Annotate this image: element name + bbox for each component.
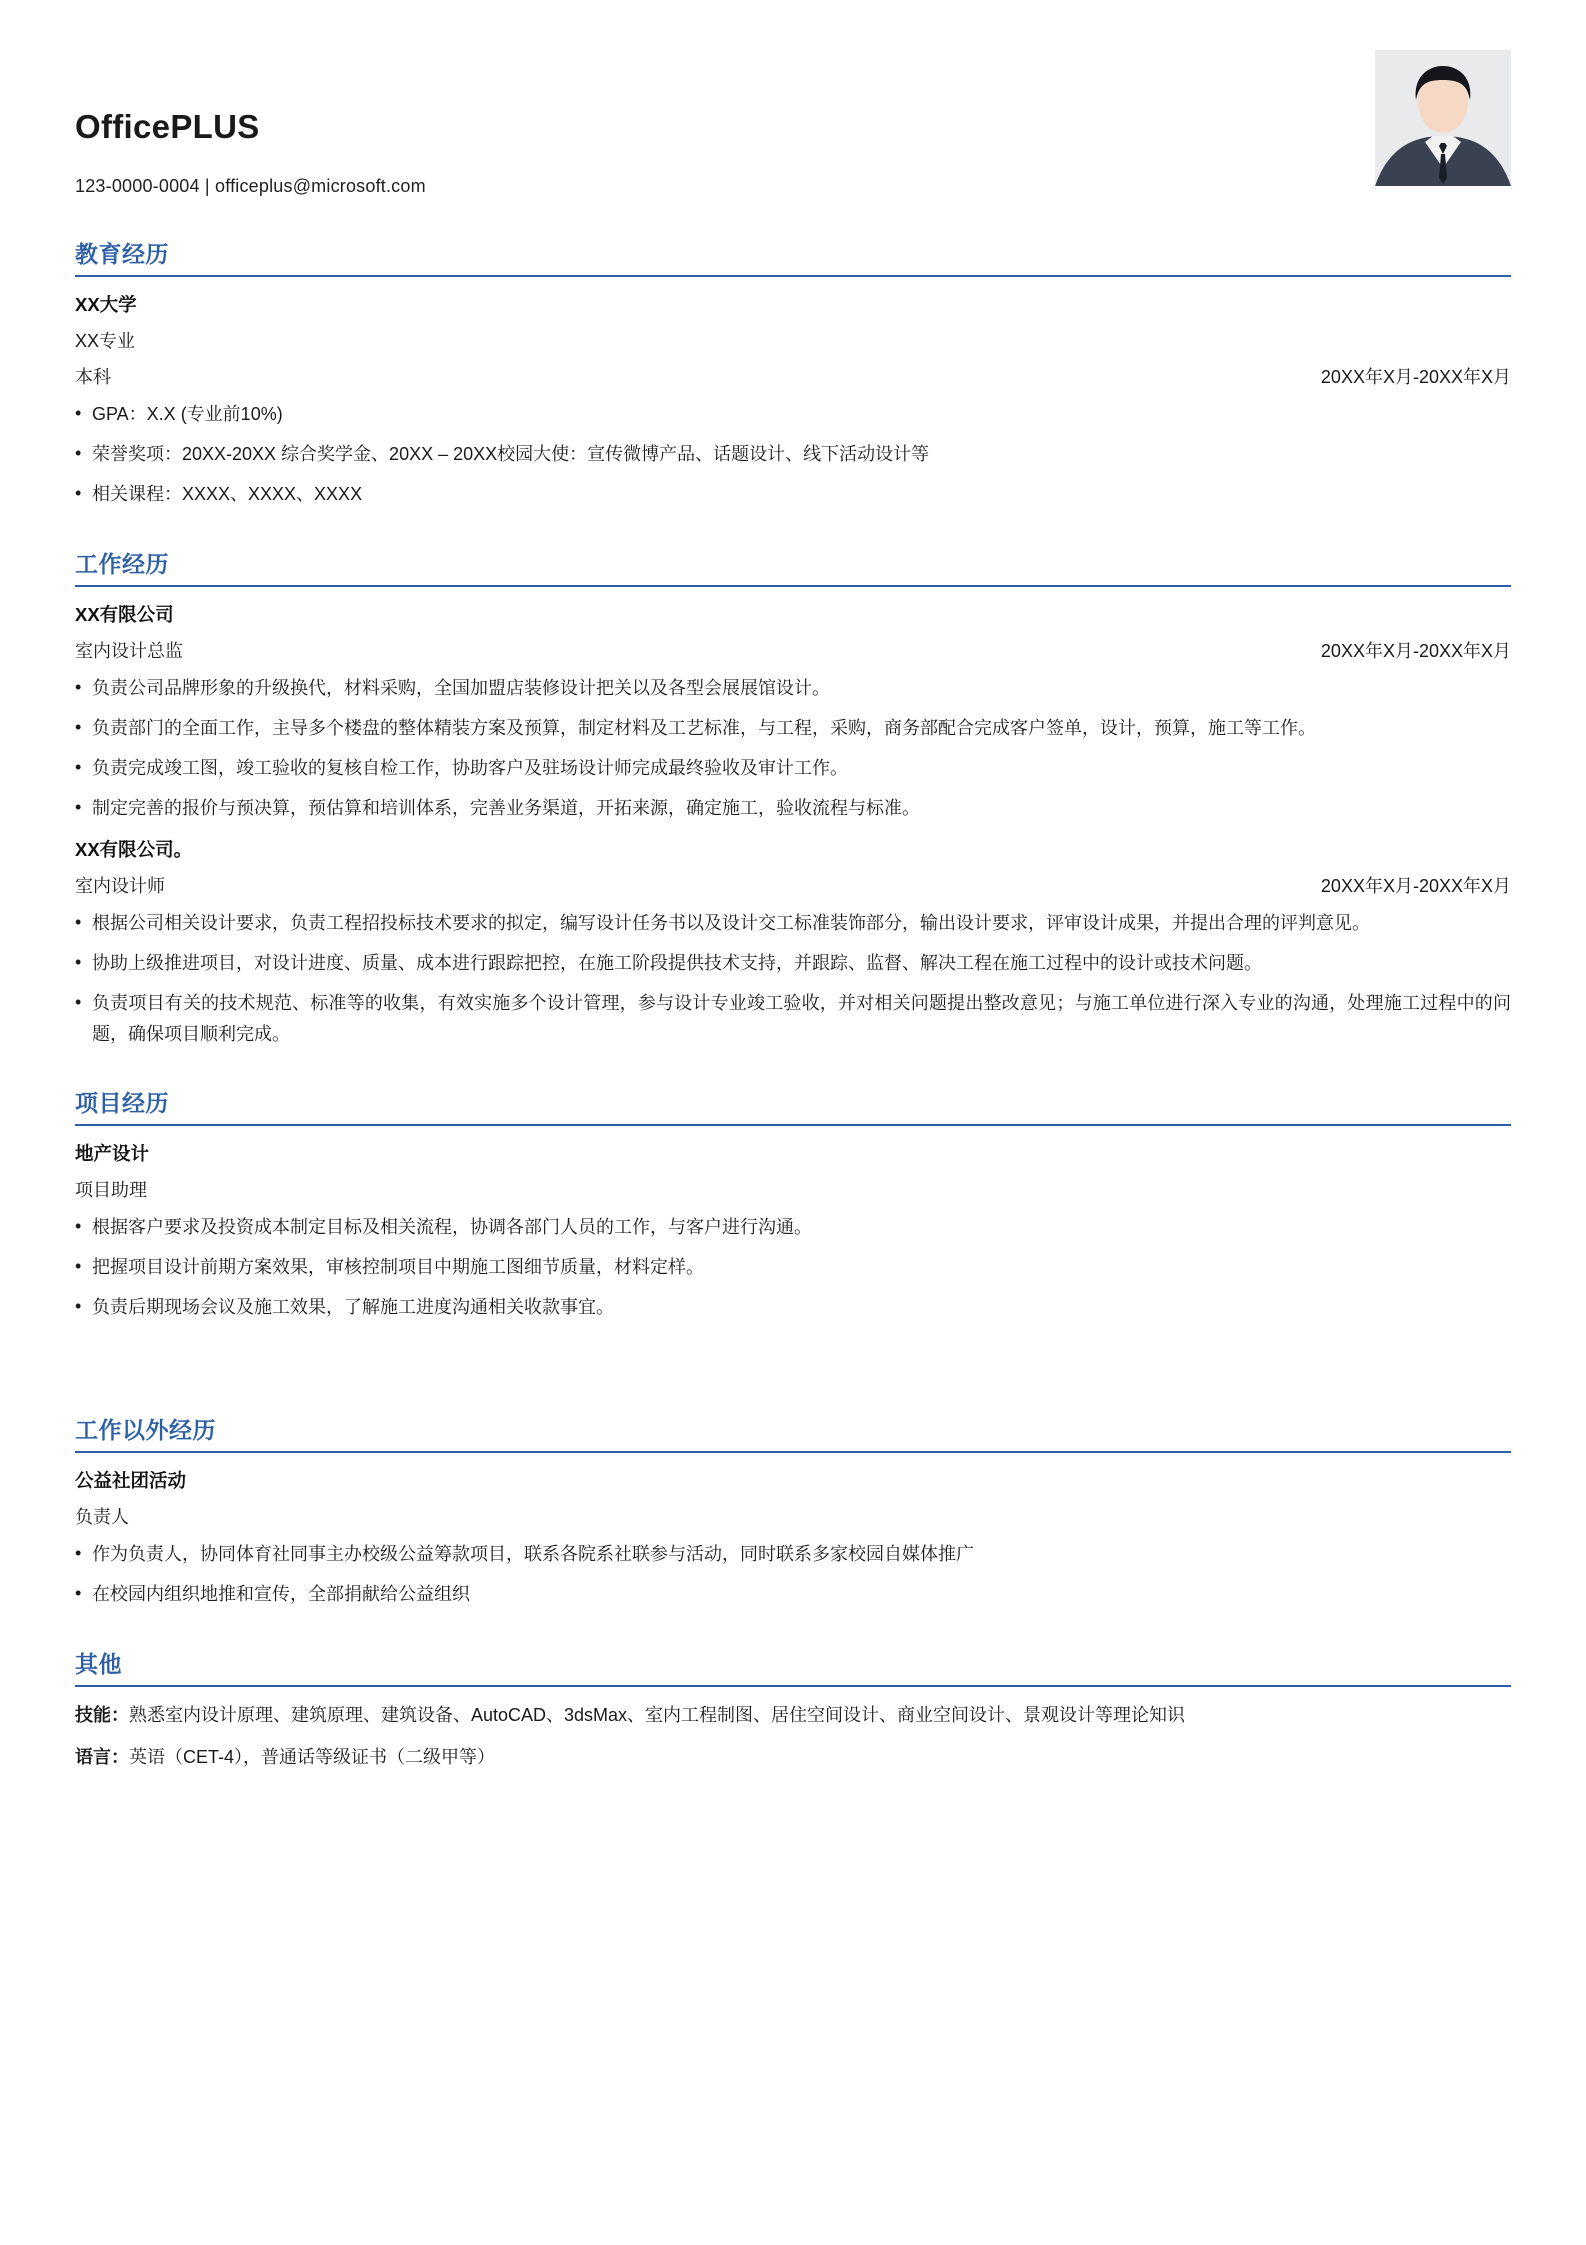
education-bullets bbox=[75, 399, 1511, 510]
work-position: 室内设计总监 bbox=[75, 640, 183, 661]
list-item: • 相关课程：XXXX、XXXX、XXXX bbox=[75, 479, 1511, 510]
list-item: • 协助上级推进项目，对设计进度、质量、成本进行跟踪把控，在施工阶段提供技术支持，并跟踪、监督、解决工程在施工过程中的设计或技术问题。 bbox=[75, 948, 1511, 979]
project-bullets bbox=[75, 1212, 1511, 1323]
work-company: XX有限公司 bbox=[75, 603, 174, 625]
divider bbox=[75, 585, 1511, 587]
divider bbox=[75, 1685, 1511, 1687]
list-item: • 负责后期现场会议及施工效果，了解施工进度沟通相关收款事宜。 bbox=[75, 1292, 1511, 1323]
work-date: 20XX年X月-20XX年X月 bbox=[1320, 640, 1511, 661]
list-item: • 在校园内组织地推和宣传，全部捐献给公益组织 bbox=[75, 1579, 1511, 1610]
resume-header bbox=[75, 0, 1511, 200]
spacer bbox=[75, 1332, 1511, 1376]
language-value: 英语（CET-4），普通话等级证书（二级甲等） bbox=[129, 1747, 496, 1768]
project-name: 地产设计 bbox=[75, 1143, 150, 1165]
project-role: 项目助理 bbox=[75, 1180, 147, 1201]
list-item: • 负责项目有关的技术规范、标准等的收集，有效实施多个设计管理，参与设计专业竣工验收，并对相关问题提出整改意见；与施工单位进行深入专业的沟通，处理施工过程中的问题，确保项目顺利完成。 bbox=[75, 988, 1511, 1050]
section-other bbox=[75, 1646, 1511, 1772]
divider bbox=[75, 1451, 1511, 1453]
list-item: • 荣誉奖项：20XX-20XX 综合奖学金、20XX – 20XX校园大使：宣传微博产品、话题设计、线下活动设计等 bbox=[75, 439, 1511, 470]
section-extracurricular bbox=[75, 1412, 1511, 1610]
list-item: • 制定完善的报价与预决算，预估算和培训体系，完善业务渠道，开拓来源，确定施工，验收流程与标准。 bbox=[75, 793, 1511, 824]
language-label: 语言： bbox=[75, 1747, 129, 1768]
section-title-other: 其他 bbox=[75, 1651, 122, 1678]
extracurricular-bullets bbox=[75, 1539, 1511, 1610]
extracurricular-role: 负责人 bbox=[75, 1507, 129, 1528]
work-position-row bbox=[75, 637, 1511, 663]
page-title: OfficePLUS bbox=[75, 108, 260, 145]
work-position-row bbox=[75, 872, 1511, 898]
section-title-work: 工作经历 bbox=[75, 550, 169, 577]
section-title-extracurricular: 工作以外经历 bbox=[75, 1417, 216, 1444]
list-item: • 作为负责人，协同体育社同事主办校级公益筹款项目，联系各院系社联参与活动，同时联系多家校园自媒体推广 bbox=[75, 1539, 1511, 1570]
skills-value: 熟悉室内设计原理、建筑原理、建筑设备、AutoCAD、3dsMax、室内工程制图、居住空间设计、商业空间设计、景观设计等理论知识 bbox=[129, 1705, 1186, 1726]
work-date: 20XX年X月-20XX年X月 bbox=[1320, 875, 1511, 896]
education-date: 20XX年X月-20XX年X月 bbox=[1320, 367, 1511, 387]
section-education bbox=[75, 236, 1511, 510]
section-work bbox=[75, 546, 1511, 1050]
portrait-photo-icon bbox=[1375, 50, 1511, 186]
avatar bbox=[1375, 50, 1511, 186]
extracurricular-name: 公益社团活动 bbox=[75, 1470, 187, 1492]
spacer bbox=[75, 1785, 1511, 1905]
language-line bbox=[75, 1743, 1511, 1772]
work-bullets bbox=[75, 673, 1511, 824]
work-bullets bbox=[75, 908, 1511, 1050]
divider bbox=[75, 1124, 1511, 1126]
education-major: XX专业 bbox=[75, 331, 136, 351]
education-school: XX大学 bbox=[75, 294, 137, 315]
work-position: 室内设计师 bbox=[75, 875, 165, 896]
work-company: XX有限公司。 bbox=[75, 838, 193, 860]
work-entry bbox=[75, 836, 1511, 1050]
list-item: • 根据客户要求及投资成本制定目标及相关流程，协调各部门人员的工作，与客户进行沟通。 bbox=[75, 1212, 1511, 1243]
list-item: • GPA：X.X (专业前10%) bbox=[75, 399, 1511, 430]
section-title-education: 教育经历 bbox=[75, 241, 169, 267]
skills-label: 技能： bbox=[75, 1705, 129, 1726]
list-item: • 负责完成竣工图，竣工验收的复核自检工作，协助客户及驻场设计师完成最终验收及审计工作。 bbox=[75, 753, 1511, 784]
work-entry bbox=[75, 601, 1511, 824]
section-title-project: 项目经历 bbox=[75, 1090, 169, 1117]
list-item: • 负责部门的全面工作，主导多个楼盘的整体精装方案及预算，制定材料及工艺标准，与工程，采购，商务部配合完成客户签单，设计，预算，施工等工作。 bbox=[75, 713, 1511, 744]
list-item: • 把握项目设计前期方案效果，审核控制项目中期施工图细节质量，材料定样。 bbox=[75, 1252, 1511, 1283]
education-degree-row bbox=[75, 363, 1511, 389]
divider bbox=[75, 275, 1511, 277]
education-degree: 本科 bbox=[75, 367, 111, 387]
skills-line bbox=[75, 1701, 1511, 1730]
list-item: • 负责公司品牌形象的升级换代，材料采购，全国加盟店装修设计把关以及各型会展展馆设计。 bbox=[75, 673, 1511, 704]
contact-info: 123-0000-0004 | officeplus@microsoft.com bbox=[75, 176, 426, 196]
section-project bbox=[75, 1085, 1511, 1323]
list-item: • 根据公司相关设计要求，负责工程招投标技术要求的拟定，编写设计任务书以及设计交工标准装饰部分，输出设计要求，评审设计成果，并提出合理的评判意见。 bbox=[75, 908, 1511, 939]
